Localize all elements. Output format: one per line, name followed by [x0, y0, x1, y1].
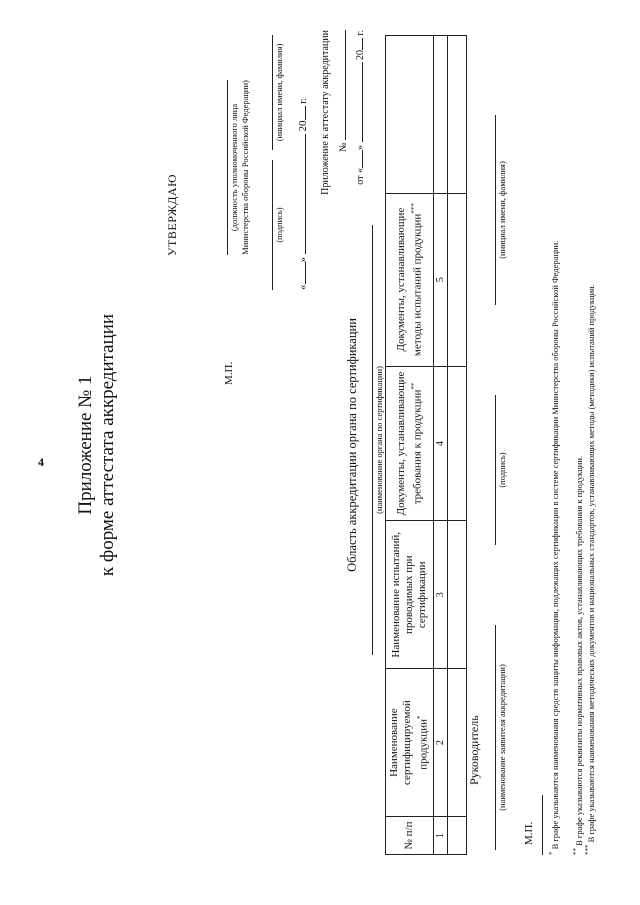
head-signature-caption: (подпись)	[497, 452, 507, 488]
scope-title: Область аккредитации органа по сертификации	[345, 318, 359, 572]
col-header-blank	[386, 36, 434, 194]
date-close-quote: »	[297, 257, 309, 263]
footnote-3	[583, 35, 597, 855]
position-line	[227, 80, 228, 255]
appendix-title-line2: к форме аттестата аккредитации	[97, 313, 118, 577]
col-header-number: № п/п	[386, 817, 434, 855]
col-number-5: 5	[433, 193, 447, 366]
col-header-product: Наименование сертифицируемой продукции*	[386, 669, 434, 817]
attachment-year: 20	[355, 49, 366, 60]
signature-caption: (подпись)	[274, 207, 284, 243]
position-caption-line1: (должность уполномоченного лица	[229, 103, 239, 232]
name-line	[272, 35, 273, 150]
attachment-from-label: от «	[355, 167, 366, 185]
col-number-2: 2	[433, 669, 447, 817]
table-cell	[447, 193, 466, 366]
head-stamp-label: М.П.	[523, 821, 535, 845]
date-open-quote: «	[297, 284, 309, 290]
footnote-text: В графе указываются наименования средств защиты информации, подлежащих сертификации в системе сертификации Министерства обороны Российской Федерации.	[549, 240, 560, 850]
table-header-row	[386, 36, 434, 855]
position-caption	[229, 70, 251, 265]
table-cell	[447, 36, 466, 194]
col-number-blank	[433, 36, 447, 194]
appendix-title-line1: Приложение № 1	[75, 375, 96, 515]
org-line	[372, 225, 373, 655]
attachment-number-label: №	[338, 142, 349, 153]
table-number-row	[433, 36, 447, 855]
rotated-form-sheet	[75, 30, 605, 855]
head-name-caption: (инициал имени, фамилия)	[497, 161, 507, 259]
position-caption-line2: Министерства обороны Российской Федерации)	[240, 80, 250, 255]
attachment-note: Приложение к аттестату аккредитации	[320, 30, 331, 195]
head-title: Руководитель	[467, 715, 481, 785]
head-signature-line	[495, 395, 496, 545]
table-cell	[447, 366, 466, 521]
footnote-mark: *	[548, 851, 556, 855]
approve-heading: УТВЕРЖДАЮ	[165, 174, 179, 256]
col-header-methods: Документы, устанавливающие методы испытаний продукции***	[386, 193, 434, 366]
signature-line	[272, 160, 273, 290]
footnote-text: В графе указываются наименования методических документов и национальных стандартов, устанавливающих методы (методики) испытаний продукции.	[585, 284, 596, 843]
attachment-date-mid: »	[355, 144, 366, 150]
footnote-1	[547, 35, 561, 855]
col-header-tests: Наименование испытаний, проводимых при сертификации	[386, 521, 434, 669]
table-row	[447, 36, 466, 855]
footnote-separator	[542, 795, 543, 855]
table-cell	[447, 669, 466, 817]
page-number: 4	[38, 455, 44, 469]
footnote-mark: **	[572, 848, 580, 855]
attachment-date-suffix: г.	[355, 30, 366, 36]
date-suffix: г.	[297, 97, 309, 104]
date-year: 20	[297, 120, 309, 132]
accreditation-table	[385, 35, 467, 855]
stamp-label: М.П.	[223, 361, 235, 385]
table-cell	[447, 817, 466, 855]
table-cell	[447, 521, 466, 669]
applicant-caption: (наименование заявителя аккредитации)	[497, 664, 507, 811]
footnote-mark: ***	[584, 844, 592, 855]
col-number-4: 4	[433, 366, 447, 521]
head-name-line	[495, 115, 496, 305]
col-number-3: 3	[433, 521, 447, 669]
appendix-title	[75, 35, 119, 855]
approval-date	[297, 40, 309, 290]
name-caption: (инициал имени, фамилия)	[274, 43, 284, 142]
org-caption: (наименование органа по сертификации)	[374, 366, 384, 514]
applicant-line	[495, 625, 496, 850]
col-number-1: 1	[433, 817, 447, 855]
col-header-requirements: Документы, устанавливающие требования к продукции**	[386, 366, 434, 521]
footnote-text: В графе указываются реквизиты нормативных правовых актов, устанавливающих требования к продукции.	[573, 455, 584, 846]
